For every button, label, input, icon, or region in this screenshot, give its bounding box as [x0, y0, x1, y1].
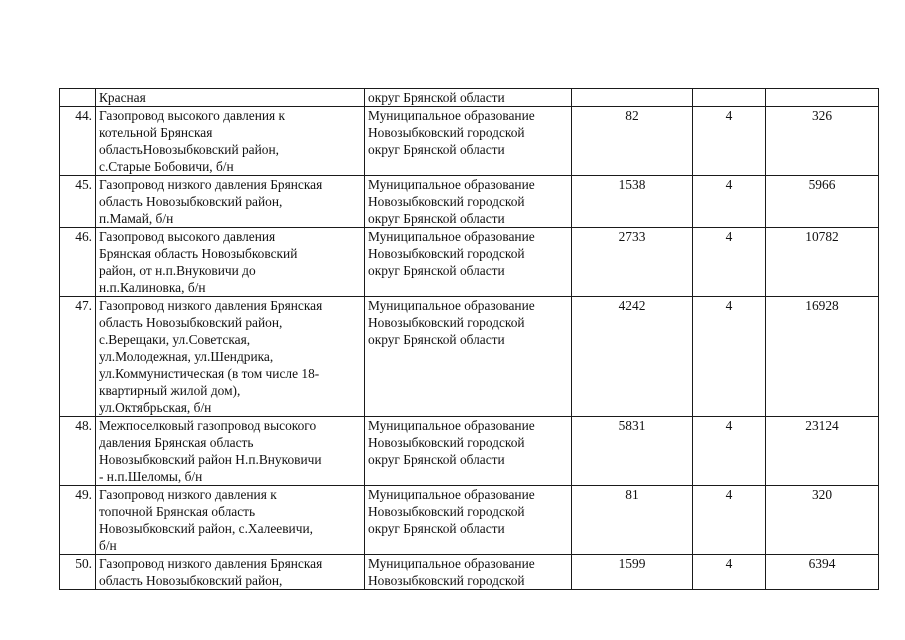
value-b-cell: 4: [693, 297, 766, 417]
value-a-cell: 5831: [572, 417, 693, 486]
value-a-cell: 4242: [572, 297, 693, 417]
object-name-cell: Газопровод высокого давления Брянская область Новозыбковский район, от н.п.Внуковичи до н.п.Калиновка, б/н: [96, 228, 365, 297]
value-a-cell: [572, 89, 693, 107]
value-c-cell: 320: [766, 486, 879, 555]
object-name-cell: Межпоселковый газопровод высокого давления Брянская область Новозыбковский район Н.п.Внуковичи - н.п.Шеломы, б/н: [96, 417, 365, 486]
value-b-cell: 4: [693, 107, 766, 176]
value-c-cell: 23124: [766, 417, 879, 486]
owner-cell: Муниципальное образование Новозыбковский городской округ Брянской области: [365, 417, 572, 486]
object-name-cell: Красная: [96, 89, 365, 107]
row-number-cell: 45.: [60, 176, 96, 228]
row-number-cell: 47.: [60, 297, 96, 417]
value-c-cell: 10782: [766, 228, 879, 297]
value-c-cell: 5966: [766, 176, 879, 228]
value-b-cell: 4: [693, 417, 766, 486]
row-number-cell: 44.: [60, 107, 96, 176]
value-c-cell: 16928: [766, 297, 879, 417]
value-b-cell: 4: [693, 555, 766, 590]
owner-cell: Муниципальное образование Новозыбковский городской округ Брянской области: [365, 486, 572, 555]
owner-cell: Муниципальное образование Новозыбковский городской округ Брянской области: [365, 297, 572, 417]
table-row: [60, 297, 879, 417]
value-a-cell: 1538: [572, 176, 693, 228]
value-a-cell: 82: [572, 107, 693, 176]
object-name-cell: Газопровод низкого давления Брянская область Новозыбковский район, п.Мамай, б/н: [96, 176, 365, 228]
table-row: [60, 176, 879, 228]
value-b-cell: 4: [693, 176, 766, 228]
object-name-cell: Газопровод низкого давления Брянская область Новозыбковский район, с.Верещаки, ул.Советская, ул.Молодежная, ул.Шендрика, ул.Коммунистическая (в том числе 18- квартирный жилой дом), ул.Октябрьская, б/н: [96, 297, 365, 417]
table-row: [60, 486, 879, 555]
gas-pipeline-table: [59, 88, 879, 590]
value-a-cell: 81: [572, 486, 693, 555]
object-name-cell: Газопровод низкого давления Брянская область Новозыбковский район,: [96, 555, 365, 590]
table-row-continuation: [60, 89, 879, 107]
value-b-cell: 4: [693, 228, 766, 297]
row-number-cell: 49.: [60, 486, 96, 555]
value-b-cell: [693, 89, 766, 107]
owner-cell: Муниципальное образование Новозыбковский городской округ Брянской области: [365, 176, 572, 228]
table-row: [60, 417, 879, 486]
owner-cell: Муниципальное образование Новозыбковский городской округ Брянской области: [365, 228, 572, 297]
value-b-cell: 4: [693, 486, 766, 555]
row-number-cell: 48.: [60, 417, 96, 486]
value-c-cell: 6394: [766, 555, 879, 590]
value-c-cell: 326: [766, 107, 879, 176]
value-c-cell: [766, 89, 879, 107]
row-number-cell: 50.: [60, 555, 96, 590]
table-row: [60, 555, 879, 590]
owner-cell: Муниципальное образование Новозыбковский городской: [365, 555, 572, 590]
row-number-cell: 46.: [60, 228, 96, 297]
owner-cell: округ Брянской области: [365, 89, 572, 107]
value-a-cell: 2733: [572, 228, 693, 297]
table-row: [60, 228, 879, 297]
owner-cell: Муниципальное образование Новозыбковский городской округ Брянской области: [365, 107, 572, 176]
object-name-cell: Газопровод низкого давления к топочной Брянская область Новозыбковский район, с.Халеевичи, б/н: [96, 486, 365, 555]
value-a-cell: 1599: [572, 555, 693, 590]
table-row: [60, 107, 879, 176]
object-name-cell: Газопровод высокого давления к котельной Брянская областьНовозыбковский район, с.Старые Бобовичи, б/н: [96, 107, 365, 176]
row-number-cell: [60, 89, 96, 107]
